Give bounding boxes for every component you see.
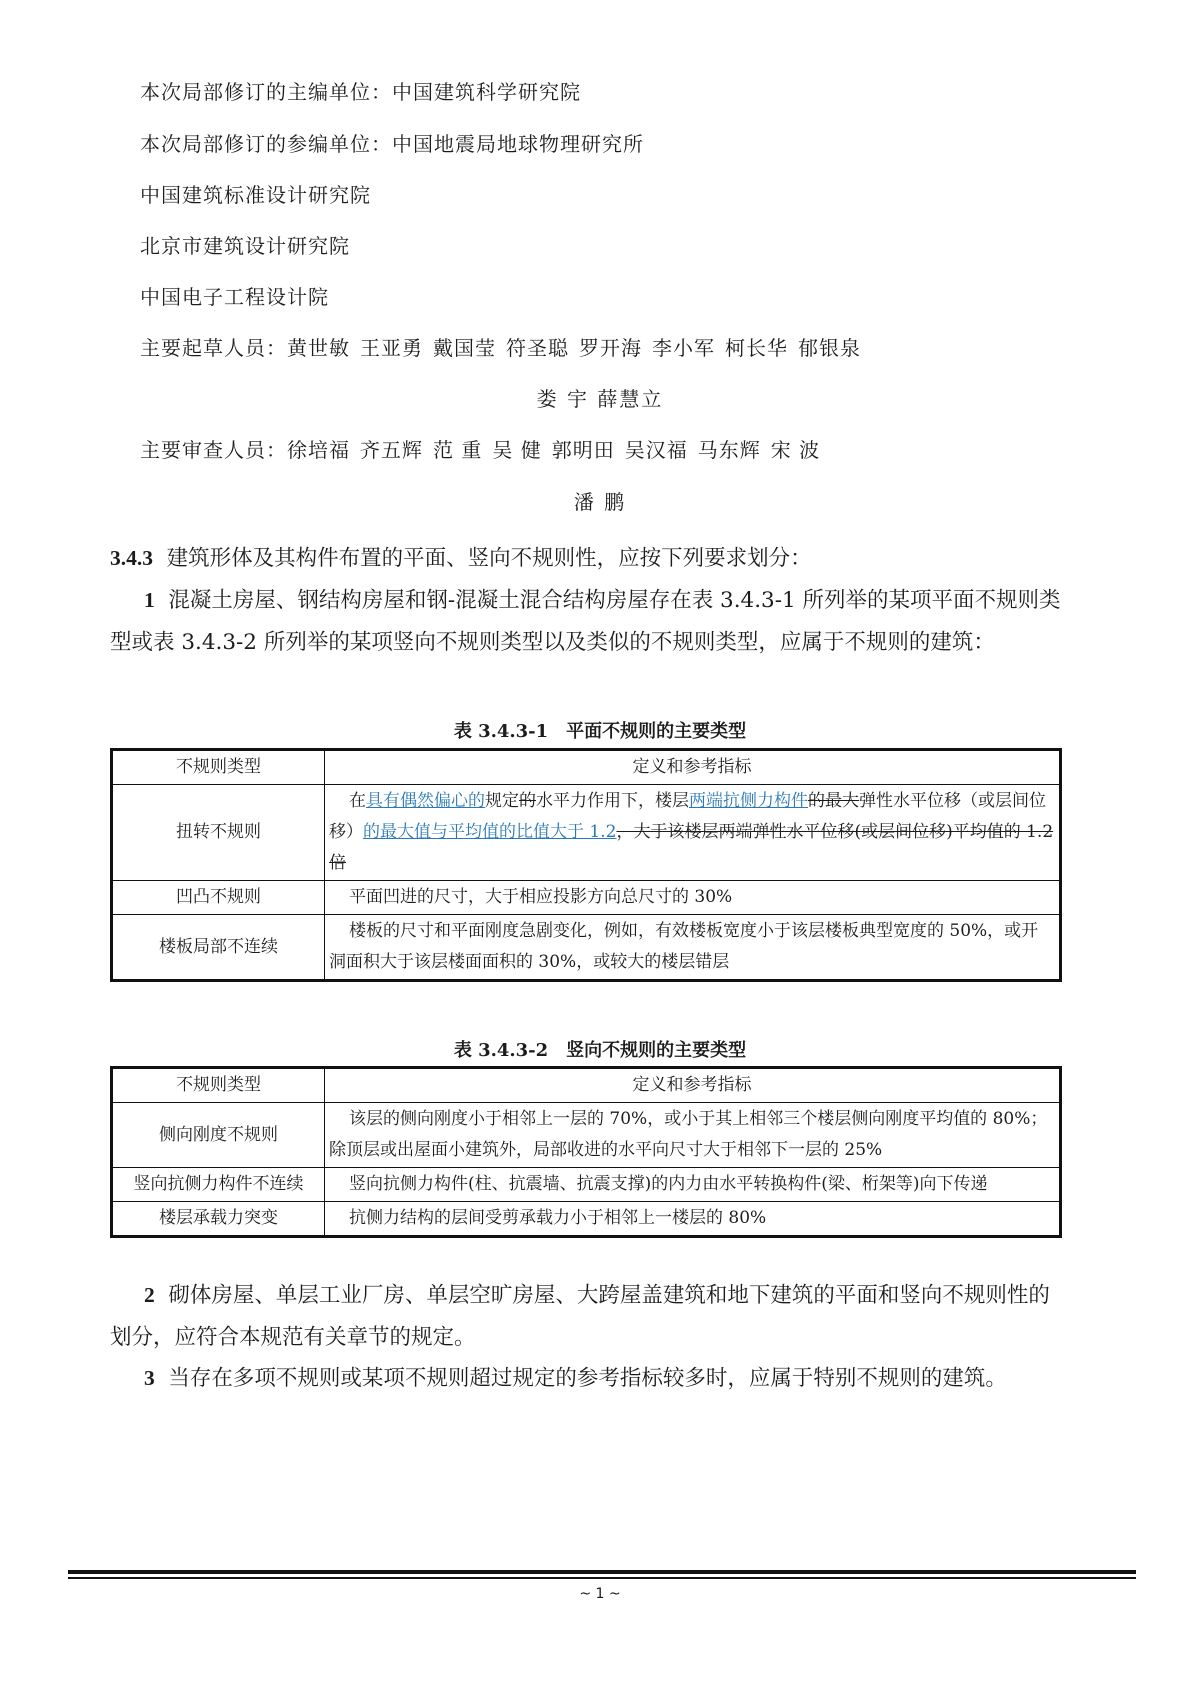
irregularity-definition: 抗侧力结构的层间受剪承载力小于相邻上一楼层的 80% [325,1202,1061,1237]
person-name: 吴 健 [492,438,542,462]
person-name: 罗开海 [579,336,642,360]
section-heading [110,537,1062,580]
clause-text: 当存在多项不规则或某项不规则超过规定的参考指标较多时，应属于特别不规则的建筑。 [168,1366,1007,1391]
table-header-cell: 定义和参考指标 [325,1068,1061,1103]
text-run: 弹性水平位移（或层间位移） [329,791,1046,842]
drafters-label: 主要起草人员： [140,336,287,360]
table-header-cell: 定义和参考指标 [325,750,1061,785]
table-row [112,1103,1061,1168]
person-name: 宋 波 [770,438,821,462]
clause-number: 3 [144,1366,155,1390]
table-row [112,1202,1061,1237]
clause-2 [110,1274,1062,1359]
footer-rule [68,1577,1136,1579]
drafters-line-2: 娄 宇 薛慧立 [536,387,664,411]
irregularity-type: 楼层承载力突变 [112,1202,325,1237]
drafters-line [140,332,861,361]
participant-unit: 中国地震局地球物理研究所 [392,132,644,156]
deleted-text: 的最大 [808,791,859,811]
reviewers-label: 主要审查人员： [140,438,287,462]
person-name: 戴国莹 [433,336,496,360]
clause-3 [110,1357,1062,1400]
text-run: 规定 [485,791,519,811]
participant-unit: 北京市建筑设计研究院 [140,234,350,258]
clause-number: 1 [144,588,155,612]
irregularity-definition: 该层的侧向刚度小于相邻上一层的 70%，或小于其上相邻三个楼层侧向刚度平均值的 80%；除顶层或出屋面小建筑外，局部收进的水平向尺寸大于相邻下一层的 25% [325,1103,1061,1168]
person-name: 徐培福 [287,438,350,462]
table-row [112,785,1061,881]
table-plan-irregularity [110,748,1062,982]
person-name: 马东辉 [697,438,761,462]
table1-caption: 表 3.4.3-1 平面不规则的主要类型 [453,721,747,742]
table-header-cell: 不规则类型 [112,750,325,785]
table-header-row [112,1068,1061,1103]
inserted-text: 具有偶然偏心的 [366,791,485,811]
table-row [112,915,1061,981]
irregularity-type: 扭转不规则 [112,785,325,881]
reviewers-line [140,434,820,463]
person-name: 郭明田 [551,438,615,462]
participant-unit: 中国电子工程设计院 [140,285,329,309]
irregularity-type: 凹凸不规则 [112,881,325,915]
section-number: 3.4.3 [110,546,153,570]
person-name: 郁银泉 [798,336,861,360]
irregularity-type: 楼板局部不连续 [112,915,325,981]
inserted-text: 两端抗侧力构件 [689,791,808,811]
clause-text: 砌体房屋、单层工业厂房、单层空旷房屋、大跨屋盖建筑和地下建筑的平面和竖向不规则性的划分，应符合本规范有关章节的规定。 [110,1283,1050,1350]
person-name: 吴汉福 [624,438,688,462]
participant-label: 本次局部修订的参编单位： [140,132,392,156]
clause-number: 2 [144,1283,155,1307]
table-row [112,881,1061,915]
participant-unit: 中国建筑标准设计研究院 [140,183,371,207]
person-name: 柯长华 [725,336,788,360]
page-number: ~ 1 ~ [579,1586,621,1602]
table-header-row [112,750,1061,785]
table2-caption: 表 3.4.3-2 竖向不规则的主要类型 [453,1040,747,1061]
deleted-text: ，大于该楼层两端弹性水平位移(或层间位移)平均值的 1.2 倍 [329,822,1054,873]
irregularity-type: 侧向刚度不规则 [112,1103,325,1168]
person-name: 齐五辉 [360,438,423,462]
person-name: 李小军 [652,336,715,360]
reviewers-line-2: 潘 鹏 [573,490,627,514]
section-title: 建筑形体及其构件布置的平面、竖向不规则性，应按下列要求划分： [166,546,812,571]
text-run: 在 [349,791,366,811]
person-name: 王亚勇 [360,336,423,360]
table-vertical-irregularity [110,1066,1062,1238]
irregularity-definition: 平面凹进的尺寸，大于相应投影方向总尺寸的 30% [325,881,1061,915]
irregularity-definition [325,785,1061,881]
text-run: 水平力作用下，楼层 [536,791,689,811]
table-row [112,1168,1061,1202]
irregularity-type: 竖向抗侧力构件不连续 [112,1168,325,1202]
person-name: 黄世敏 [287,336,350,360]
person-name: 符圣聪 [506,336,569,360]
irregularity-definition: 竖向抗侧力构件(柱、抗震墙、抗震支撑)的内力由水平转换构件(梁、桁架等)向下传递 [325,1168,1061,1202]
deleted-text: 的 [519,791,536,811]
clause-1 [110,579,1062,664]
inserted-text: 的最大值与平均值的比值大于 1.2 [363,822,617,842]
clause-text: 混凝土房屋、钢结构房屋和钢-混凝土混合结构房屋存在表 3.4.3-1 所列举的某项平面不规则类型或表 3.4.3-2 所列举的某项竖向不规则类型以及类似的不规则类型，应属于不规则的建筑： [110,588,1061,655]
table-header-cell: 不规则类型 [112,1068,325,1103]
person-name: 范 重 [433,438,483,462]
irregularity-definition: 楼板的尺寸和平面刚度急剧变化，例如，有效楼板宽度小于该层楼板典型宽度的 50%，或开洞面积大于该层楼面面积的 30%，或较大的楼层错层 [325,915,1061,981]
chief-unit-line: 本次局部修订的主编单位：中国建筑科学研究院 [140,80,581,104]
participant-units-line [140,128,644,157]
footer-rule [68,1570,1136,1574]
